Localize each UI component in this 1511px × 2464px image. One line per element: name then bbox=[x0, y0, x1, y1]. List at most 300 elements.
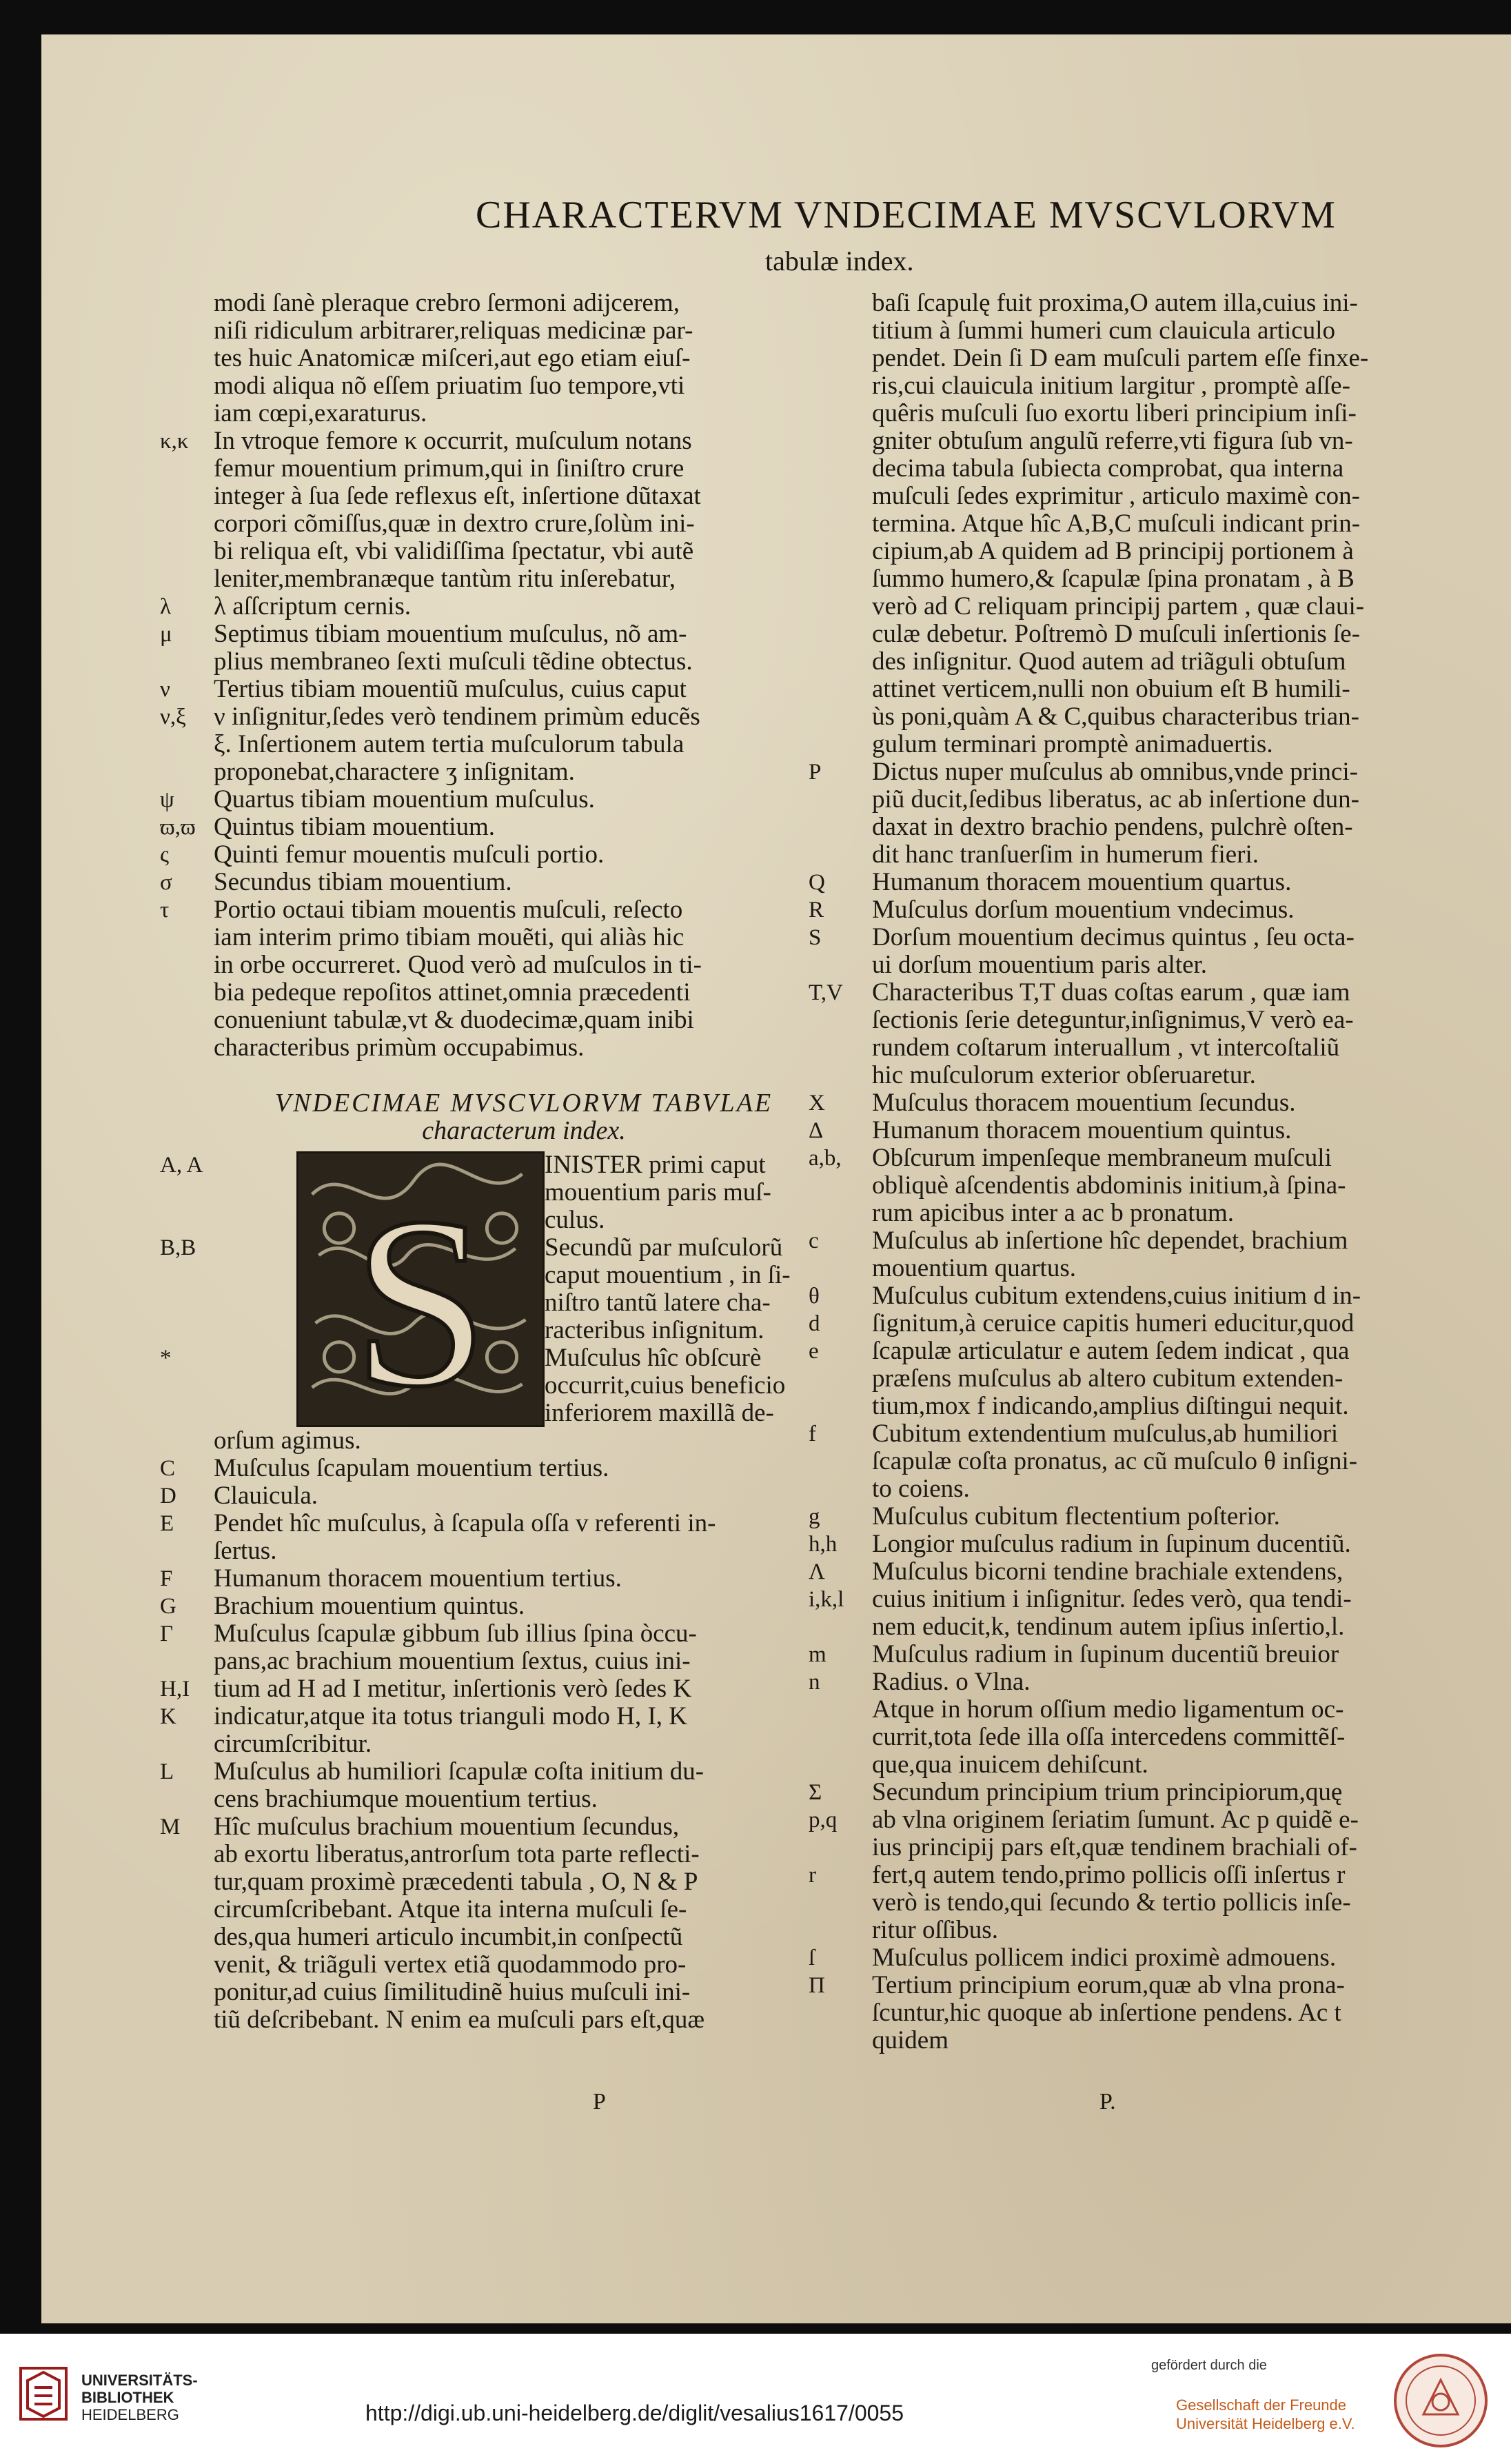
figure-marker: D bbox=[160, 1484, 176, 1508]
right-column-line bbox=[872, 703, 1437, 731]
line-text: ponitur,ad cuius ſimilitudinẽ huius muſculi ini- bbox=[214, 1978, 691, 2006]
line-text: Atque in horum oſſium medio ligamentum oc- bbox=[872, 1695, 1344, 1724]
line-text: ſignitum,à ceruice capitis humeri educitur,quod bbox=[872, 1309, 1355, 1337]
line-text: quêris muſculi ſuo exortu liberi principium inſi- bbox=[872, 399, 1357, 427]
line-text: rum apicibus inter a ac b pronatum. bbox=[872, 1199, 1235, 1227]
line-text: ritur oſſibus. bbox=[872, 1916, 998, 1944]
line-text: Obſcurum impenſeque membraneum muſculi bbox=[872, 1144, 1332, 1172]
line-text: conueniunt tabulæ,vt & duodecimæ,quam inibi bbox=[214, 1006, 694, 1034]
figure-marker: E bbox=[160, 1511, 174, 1536]
left-column-line bbox=[214, 455, 834, 483]
right-column-line bbox=[872, 1200, 1437, 1227]
left-column-line bbox=[214, 345, 834, 372]
right-column-line bbox=[872, 814, 1437, 841]
footer-bar bbox=[0, 2334, 1511, 2464]
line-text: Secundum principium trium principiorum,quę bbox=[872, 1778, 1343, 1806]
line-text: hic muſculorum exterior obſeruaretur. bbox=[872, 1061, 1256, 1089]
right-column-line bbox=[872, 676, 1437, 703]
figure-marker: H,I bbox=[160, 1677, 190, 1701]
line-text: modi ſanè pleraque crebro ſermoni adijcerem, bbox=[214, 289, 680, 317]
left-column-line bbox=[160, 868, 834, 896]
left-after-line bbox=[160, 1592, 834, 1620]
line-text: obliquè aſcendentis abdominis initium,à ſpina- bbox=[872, 1171, 1346, 1200]
right-column-line bbox=[872, 317, 1437, 345]
line-text: Quinti femur mouentis muſculi portio. bbox=[214, 840, 605, 869]
right-column-line bbox=[872, 1724, 1437, 1751]
line-text: INISTER primi caput bbox=[545, 1151, 766, 1179]
right-column-line bbox=[872, 1999, 1437, 2027]
right-column-line bbox=[809, 868, 1437, 896]
left-column-line bbox=[160, 896, 834, 924]
dropcap-text-lines bbox=[160, 1151, 841, 1427]
figure-marker: σ bbox=[160, 870, 172, 895]
right-column-line bbox=[872, 1889, 1437, 1917]
line-text: Radius. o Vlna. bbox=[872, 1668, 1031, 1696]
right-column-line bbox=[809, 1943, 1437, 1972]
right-column-line bbox=[809, 1089, 1437, 1117]
right-column-line bbox=[872, 1172, 1437, 1200]
right-column-line bbox=[872, 1007, 1437, 1034]
line-text: tium ad H ad I metitur, inſertionis verò ſedes K bbox=[214, 1675, 692, 1703]
dropcap-line bbox=[545, 1179, 841, 1206]
right-column-line bbox=[809, 1668, 1437, 1696]
left-column-line bbox=[160, 785, 834, 814]
dropcap-line bbox=[545, 1262, 841, 1289]
right-column-line bbox=[809, 758, 1437, 786]
right-text-block bbox=[809, 289, 1437, 2054]
right-column-line bbox=[872, 538, 1437, 565]
line-text: ui dorſum mouentium paris alter. bbox=[872, 951, 1208, 979]
right-column-line bbox=[872, 648, 1437, 676]
left-column-line bbox=[214, 400, 834, 427]
figure-marker: A, A bbox=[160, 1153, 203, 1178]
line-text: Secundus tibiam mouentium. bbox=[214, 868, 512, 896]
left-column-line bbox=[160, 813, 834, 841]
right-column-line bbox=[872, 1448, 1437, 1475]
line-text: Humanum thoracem mouentium quartus. bbox=[872, 868, 1292, 896]
university-line-3: HEIDELBERG bbox=[81, 2406, 179, 2423]
right-column-line bbox=[872, 1917, 1437, 1944]
right-column-line bbox=[809, 978, 1437, 1007]
figure-marker: m bbox=[809, 1642, 827, 1667]
line-text: currit,tota ſede illa oſſa intercedens committẽſ- bbox=[872, 1723, 1346, 1751]
line-text: Humanum thoracem mouentium tertius. bbox=[214, 1564, 622, 1593]
figure-marker: B,B bbox=[160, 1235, 196, 1260]
right-column-line bbox=[809, 896, 1437, 924]
line-text: culæ debetur. Poſtremò D muſculi inſertionis ſe- bbox=[872, 620, 1361, 648]
right-column-line bbox=[809, 1420, 1437, 1448]
line-text: verò ad C reliquam principij partem , quæ claui- bbox=[872, 592, 1365, 620]
line-text: titium à ſummi humeri cum clauicula articulo bbox=[872, 316, 1335, 345]
line-text: Muſculus pollicem indici proximè admouens. bbox=[872, 1943, 1337, 1972]
line-text: ius principij pars eſt,quæ tendinem brachiali of- bbox=[872, 1833, 1357, 1861]
line-text: cuius initium i inſignitur. ſedes verò, qua tendi- bbox=[872, 1585, 1352, 1613]
left-column-line bbox=[214, 483, 834, 510]
left-column-line bbox=[214, 924, 834, 951]
figure-marker: X bbox=[809, 1091, 825, 1115]
right-column-line bbox=[809, 1502, 1437, 1531]
figure-marker: C bbox=[160, 1456, 176, 1481]
left-after-line bbox=[160, 1454, 834, 1482]
line-text: plius membraneo ſexti muſculi tẽdine obtectus. bbox=[214, 647, 693, 676]
line-text: verò is tendo,qui ſecundo & tertio pollicis inſe- bbox=[872, 1888, 1351, 1917]
line-text: termina. Atque hîc A,B,C muſculi indicant prin- bbox=[872, 509, 1361, 538]
left-column-line bbox=[214, 510, 834, 538]
figure-marker: h,h bbox=[809, 1532, 838, 1557]
line-text: proponebat,charactere ʒ inſignitam. bbox=[214, 758, 575, 786]
figure-marker: R bbox=[809, 898, 824, 922]
left-after-line bbox=[214, 1868, 834, 1896]
line-text: mouentium quartus. bbox=[872, 1254, 1076, 1282]
left-column-line bbox=[160, 703, 834, 731]
line-text: Longior muſculus radium in ſupinum ducentiũ. bbox=[872, 1530, 1351, 1558]
figure-marker: L bbox=[160, 1759, 174, 1784]
line-text: Clauicula. bbox=[214, 1482, 318, 1510]
line-text: attinet verticem,nulli non obuium eſt B humili- bbox=[872, 675, 1350, 703]
left-column-line bbox=[160, 840, 834, 869]
line-text: circumſcribebant. Atque ita interna muſculi ſe- bbox=[214, 1895, 687, 1923]
line-text: rundem coſtarum interuallum , vt intercoſtaliũ bbox=[872, 1033, 1340, 1062]
figure-marker: a,b, bbox=[809, 1146, 842, 1171]
section-heading: VNDECIMAE MVSCVLORVM TABVLAE bbox=[274, 1089, 773, 1118]
right-column-line bbox=[872, 786, 1437, 814]
figure-marker: d bbox=[809, 1311, 820, 1336]
right-column-line bbox=[809, 1144, 1437, 1172]
left-after-line bbox=[214, 2006, 834, 2034]
line-text: Muſculus ſcapulam mouentium tertius. bbox=[214, 1454, 609, 1482]
right-column-line bbox=[809, 1116, 1437, 1144]
left-after-line bbox=[214, 1951, 834, 1979]
line-text: Muſculus thoracem mouentium ſecundus. bbox=[872, 1089, 1296, 1117]
line-text: gulum terminari promptè animaduertis. bbox=[872, 730, 1273, 758]
right-column-line bbox=[809, 1585, 1437, 1613]
left-column-line bbox=[160, 620, 834, 648]
figure-marker: e bbox=[809, 1339, 819, 1364]
line-text: niſi ridiculum arbitrarer,reliquas medicinæ par- bbox=[214, 316, 693, 345]
figure-marker: p,q bbox=[809, 1808, 838, 1832]
figure-marker: S bbox=[809, 925, 822, 950]
line-text: Dorſum mouentium decimus quintus , ſeu octa- bbox=[872, 923, 1355, 951]
dropcap-line bbox=[160, 1344, 841, 1372]
right-column-line bbox=[872, 427, 1437, 455]
left-after-line bbox=[214, 1730, 834, 1758]
right-column-line bbox=[872, 565, 1437, 593]
figure-marker: ν,ξ bbox=[160, 705, 186, 729]
figure-marker: Γ bbox=[160, 1622, 174, 1646]
figure-marker: G bbox=[160, 1594, 176, 1619]
figure-marker: g bbox=[809, 1504, 820, 1529]
right-column-line bbox=[809, 1557, 1437, 1586]
figure-marker: θ bbox=[809, 1284, 820, 1309]
line-text: Cubitum extendentium muſculus,ab humiliori bbox=[872, 1420, 1339, 1448]
line-text: Muſculus cubitum flectentium poſterior. bbox=[872, 1502, 1280, 1531]
right-column-line bbox=[872, 400, 1437, 427]
left-after-line bbox=[214, 1841, 834, 1868]
figure-marker: K bbox=[160, 1704, 176, 1729]
line-text: bia pedeque repoſitos attinet,omnia præcedenti bbox=[214, 978, 691, 1007]
line-text: racteribus inſignitum. bbox=[545, 1316, 764, 1344]
left-after-line bbox=[214, 1786, 834, 1813]
right-column-line bbox=[872, 620, 1437, 648]
dropcap-letter: S bbox=[352, 1167, 489, 1425]
left-column-line bbox=[160, 592, 834, 620]
signature-left: P bbox=[593, 2089, 606, 2114]
right-column-line bbox=[809, 1337, 1437, 1365]
university-line-2: BIBLIOTHEK bbox=[81, 2389, 174, 2406]
right-column-line bbox=[872, 1365, 1437, 1393]
right-column-line bbox=[809, 923, 1437, 951]
right-column-line bbox=[872, 455, 1437, 483]
line-text: ſcapulæ coſta pronatus, ac cũ muſculo θ inſigni- bbox=[872, 1447, 1358, 1475]
line-text: Muſculus ſcapulæ gibbum ſub illius ſpina òccu- bbox=[214, 1619, 697, 1648]
line-text: Brachium mouentium quintus. bbox=[214, 1592, 525, 1620]
left-column-line bbox=[214, 648, 834, 676]
right-column-line bbox=[872, 290, 1437, 317]
line-text: λ aſſcriptum cernis. bbox=[214, 592, 412, 620]
line-text: Muſculus bicorni tendine brachiale extendens, bbox=[872, 1557, 1343, 1586]
line-text: characteribus primùm occupabimus. bbox=[214, 1033, 585, 1062]
line-text: In vtroque femore κ occurrit, muſculum notans bbox=[214, 427, 692, 455]
university-name bbox=[81, 2372, 198, 2423]
left-after-line bbox=[214, 1923, 834, 1951]
left-column-line bbox=[214, 538, 834, 565]
line-text: des,qua humeri articulo incumbit,in conſpectũ bbox=[214, 1923, 683, 1951]
right-column-line bbox=[872, 483, 1437, 510]
right-column-line bbox=[872, 345, 1437, 372]
line-text: piũ ducit,ſedibus liberatus, ac ab inſertione dun- bbox=[872, 785, 1359, 814]
left-column-line bbox=[214, 1034, 834, 1062]
line-text: ùs poni,quàm A & C,quibus characteribus trian- bbox=[872, 703, 1359, 731]
figure-marker: f bbox=[809, 1422, 816, 1446]
right-column-line bbox=[872, 1255, 1437, 1282]
line-text: culus. bbox=[545, 1206, 605, 1234]
dropcap-block bbox=[160, 1151, 834, 1427]
line-text: Quartus tibiam mouentium muſculus. bbox=[214, 785, 595, 814]
right-column-line bbox=[872, 510, 1437, 538]
dropcap-line bbox=[545, 1372, 841, 1400]
dropcap-line bbox=[545, 1289, 841, 1317]
dropcap-s-ornament bbox=[296, 1151, 545, 1427]
figure-marker: Σ bbox=[809, 1780, 822, 1805]
line-text: to coiens. bbox=[872, 1475, 970, 1503]
left-after-line bbox=[160, 1702, 834, 1730]
right-column-line bbox=[872, 1062, 1437, 1089]
line-text: indicatur,atque ita totus trianguli modo H, I, K bbox=[214, 1702, 687, 1730]
line-text: pendet. Dein ſi D eam muſculi partem eſſe finxe- bbox=[872, 344, 1369, 372]
figure-marker: T,V bbox=[809, 980, 843, 1005]
line-text: corpori cõmiſſus,quæ in dextro crure,ſolùm ini- bbox=[214, 509, 695, 538]
line-text: venit, & triãguli vertex etiã quodammodo pro- bbox=[214, 1950, 687, 1979]
figure-marker: P bbox=[809, 760, 822, 785]
right-column-line bbox=[872, 951, 1437, 979]
line-text: ab vlna originem ſeriatim ſumunt. Ac p quidẽ e- bbox=[872, 1806, 1359, 1834]
line-text: ξ. Inſertionem autem tertia muſculorum tabula bbox=[214, 730, 684, 758]
figure-marker: Π bbox=[809, 1973, 825, 1998]
line-text: iam cœpi,exaraturus. bbox=[214, 399, 427, 427]
line-text: occurrit,cuius beneficio bbox=[545, 1371, 786, 1400]
right-column bbox=[809, 289, 1437, 2054]
left-column-line bbox=[214, 979, 834, 1007]
line-text: Humanum thoracem mouentium quintus. bbox=[872, 1116, 1292, 1144]
left-column-line bbox=[214, 758, 834, 786]
line-text: in orbe occurreret. Quod verò ad muſculos in ti- bbox=[214, 951, 702, 979]
line-text: caput mouentium , in ſi- bbox=[545, 1261, 791, 1289]
university-logo-icon bbox=[19, 2367, 68, 2421]
right-column-line bbox=[872, 372, 1437, 400]
line-text: decima tabula ſubiecta comprobat, qua interna bbox=[872, 454, 1344, 483]
section-subheading: characterum index. bbox=[422, 1116, 626, 1145]
left-column-line bbox=[214, 1007, 834, 1034]
line-text: fert,q autem tendo,primo pollicis oſſi inſertus r bbox=[872, 1861, 1346, 1889]
right-column-line bbox=[809, 1530, 1437, 1558]
right-column-line bbox=[872, 1475, 1437, 1503]
figure-marker: ς bbox=[160, 842, 170, 867]
line-text: Muſculus dorſum mouentium vndecimus. bbox=[872, 896, 1295, 924]
line-text: cens brachiumque mouentium tertius. bbox=[214, 1785, 598, 1813]
signature-right: P. bbox=[1099, 2089, 1116, 2114]
line-text: ab exortu liberatus,antrorſum tota parte reflecti- bbox=[214, 1840, 700, 1868]
left-after-line bbox=[214, 1979, 834, 2006]
line-text: Tertium principium eorum,quæ ab vlna prona- bbox=[872, 1971, 1345, 1999]
left-column-line bbox=[214, 731, 834, 758]
funded-by-label: gefördert durch die bbox=[1151, 2358, 1267, 2373]
line-text: baſi ſcapulę fuit proxima,O autem illa,cuius ini- bbox=[872, 289, 1358, 317]
figure-marker: * bbox=[160, 1346, 172, 1371]
line-text: Pendet hîc muſculus, à ſcapula oſſa v referenti in- bbox=[214, 1509, 716, 1537]
line-text: Muſculus ab humiliori ſcapulæ coſta initium du- bbox=[214, 1757, 704, 1786]
line-text: inferiorem maxillã de- bbox=[545, 1399, 774, 1427]
left-after-line bbox=[160, 1675, 834, 1703]
line-text: daxat in dextro brachio pendens, pulchrè oſten- bbox=[872, 813, 1353, 841]
line-text: circumſcribitur. bbox=[214, 1730, 372, 1758]
right-column-line bbox=[872, 1613, 1437, 1641]
right-column-line bbox=[872, 1834, 1437, 1861]
line-text: ſcuntur,hic quoque ab inſertione pendens. Ac t bbox=[872, 1999, 1341, 2027]
figure-marker: ψ bbox=[160, 787, 174, 812]
left-column-line bbox=[214, 290, 834, 317]
right-column-line bbox=[809, 1971, 1437, 1999]
society-line-1: Gesellschaft der Freunde bbox=[1176, 2396, 1347, 2414]
line-text: Dictus nuper muſculus ab omnibus,vnde princi- bbox=[872, 758, 1358, 786]
left-column-line bbox=[160, 427, 834, 455]
dropcap-line bbox=[545, 1400, 841, 1427]
figure-marker: μ bbox=[160, 622, 172, 647]
left-after-line bbox=[160, 1812, 834, 1841]
line-text: Septimus tibiam mouentium muſculus, nõ am- bbox=[214, 620, 687, 648]
figure-marker: r bbox=[809, 1863, 816, 1888]
line-text: niſtro tantũ latere cha- bbox=[545, 1289, 771, 1317]
line-text: mouentium paris muſ- bbox=[545, 1178, 771, 1206]
figure-marker: τ bbox=[160, 898, 170, 922]
left-after-line bbox=[160, 1509, 834, 1537]
left-after-line bbox=[160, 1619, 834, 1648]
line-text: leniter,membranæque tantùm ritu inſerebatur, bbox=[214, 565, 676, 593]
line-text: orſum agimus. bbox=[214, 1426, 361, 1455]
right-column-line bbox=[809, 1640, 1437, 1668]
line-text: muſculi ſedes exprimitur , articulo maximè con- bbox=[872, 482, 1360, 510]
line-text: dit hanc tranſuerſim in humerum fieri. bbox=[872, 840, 1259, 869]
figure-marker: ſ bbox=[809, 1946, 815, 1970]
left-after-line bbox=[160, 1482, 834, 1510]
left-after-line bbox=[214, 1427, 834, 1455]
page-title: CHARACTERVM VNDECIMAE MVSCVLORVM bbox=[476, 194, 1337, 236]
figure-marker: n bbox=[809, 1670, 820, 1695]
dropcap-line bbox=[160, 1151, 841, 1179]
right-column-line bbox=[872, 1751, 1437, 1779]
line-text: que,qua inuicem dehiſcunt. bbox=[872, 1750, 1148, 1779]
figure-marker: κ,κ bbox=[160, 429, 189, 454]
left-column-line bbox=[214, 317, 834, 345]
line-text: Tertius tibiam mouentiũ muſculus, cuius caput bbox=[214, 675, 687, 703]
line-text: ſcapulæ articulatur e autem ſedem indicat , qua bbox=[872, 1337, 1350, 1365]
university-line-1: UNIVERSITÄTS- bbox=[81, 2372, 198, 2389]
left-column-line bbox=[214, 565, 834, 593]
right-column-line bbox=[809, 1226, 1437, 1255]
line-text: bi reliqua eſt, vbi validiſſima ſpectatur, vbi autẽ bbox=[214, 537, 694, 565]
line-text: pans,ac brachium mouentium ſextus, cuius ini- bbox=[214, 1647, 691, 1675]
right-column-line bbox=[872, 593, 1437, 620]
right-column-line bbox=[872, 1696, 1437, 1724]
page-url-link[interactable]: http://digi.ub.uni-heidelberg.de/diglit/vesalius1617/0055 bbox=[365, 2401, 904, 2425]
right-column-line bbox=[809, 1309, 1437, 1337]
figure-marker: Λ bbox=[809, 1559, 825, 1584]
line-text: tiũ deſcribebant. N enim ea muſculi pars eſt,quæ bbox=[214, 2006, 705, 2034]
line-text: Portio octaui tibiam mouentis muſculi, reſecto bbox=[214, 896, 683, 924]
line-text: quidem bbox=[872, 2026, 949, 2054]
line-text: Quintus tibiam mouentium. bbox=[214, 813, 496, 841]
right-column-line bbox=[809, 1778, 1437, 1806]
left-after-line bbox=[160, 1757, 834, 1786]
line-text: Characteribus T,T duas coſtas earum , quæ iam bbox=[872, 978, 1350, 1007]
line-text: integer à ſua ſede reflexus eſt, inſertione dũtaxat bbox=[214, 482, 701, 510]
left-after-line bbox=[214, 1896, 834, 1923]
society-name bbox=[1176, 2396, 1355, 2433]
ornament-icon bbox=[298, 1153, 542, 1425]
right-column-line bbox=[872, 2027, 1437, 2054]
figure-marker: i,k,l bbox=[809, 1587, 844, 1612]
line-text: femur mouentium primum,qui in ſiniſtro crure bbox=[214, 454, 684, 483]
right-column-line bbox=[872, 1034, 1437, 1062]
dropcap-line bbox=[545, 1317, 841, 1344]
figure-marker: F bbox=[160, 1566, 173, 1591]
left-after-line bbox=[160, 1564, 834, 1593]
left-after-block bbox=[160, 1426, 834, 2034]
line-text: cipium,ab A quidem ad B principij portionem à bbox=[872, 537, 1354, 565]
figure-marker: M bbox=[160, 1815, 181, 1839]
line-text: Hîc muſculus brachium mouentium ſecundus, bbox=[214, 1812, 680, 1841]
line-text: tur,quam proximè præcedenti tabula , O, N & P bbox=[214, 1868, 698, 1896]
line-text: ſertus. bbox=[214, 1537, 277, 1565]
figure-marker: c bbox=[809, 1229, 819, 1253]
line-text: Muſculus cubitum extendens,cuius initium d in- bbox=[872, 1282, 1361, 1310]
line-text: iam interim primo tibiam mouẽti, qui aliàs hic bbox=[214, 923, 684, 951]
left-text-block bbox=[160, 289, 834, 1062]
right-column-line bbox=[872, 841, 1437, 869]
line-text: Muſculus ab inſertione hîc dependet, brachium bbox=[872, 1226, 1348, 1255]
line-text: ſummo humero,& ſcapulæ ſpina pronatam , à B bbox=[872, 565, 1355, 593]
left-after-line bbox=[214, 1648, 834, 1675]
left-column-line bbox=[214, 372, 834, 400]
line-text: præſens muſculus ab altero cubitum extenden- bbox=[872, 1364, 1343, 1393]
left-after-line bbox=[214, 1537, 834, 1565]
dropcap-line bbox=[160, 1233, 841, 1262]
line-text: tes huic Anatomicæ miſceri,aut ego etiam eiuſ- bbox=[214, 344, 691, 372]
line-text: modi aliqua nõ eſſem priuatim ſuo tempore,vti bbox=[214, 372, 685, 400]
society-line-2: Universität Heidelberg e.V. bbox=[1176, 2415, 1355, 2432]
line-text: ſectionis ſerie deteguntur,inſignimus,V verò ea- bbox=[872, 1006, 1354, 1034]
figure-marker: Δ bbox=[809, 1118, 824, 1143]
right-column-line bbox=[872, 1393, 1437, 1420]
